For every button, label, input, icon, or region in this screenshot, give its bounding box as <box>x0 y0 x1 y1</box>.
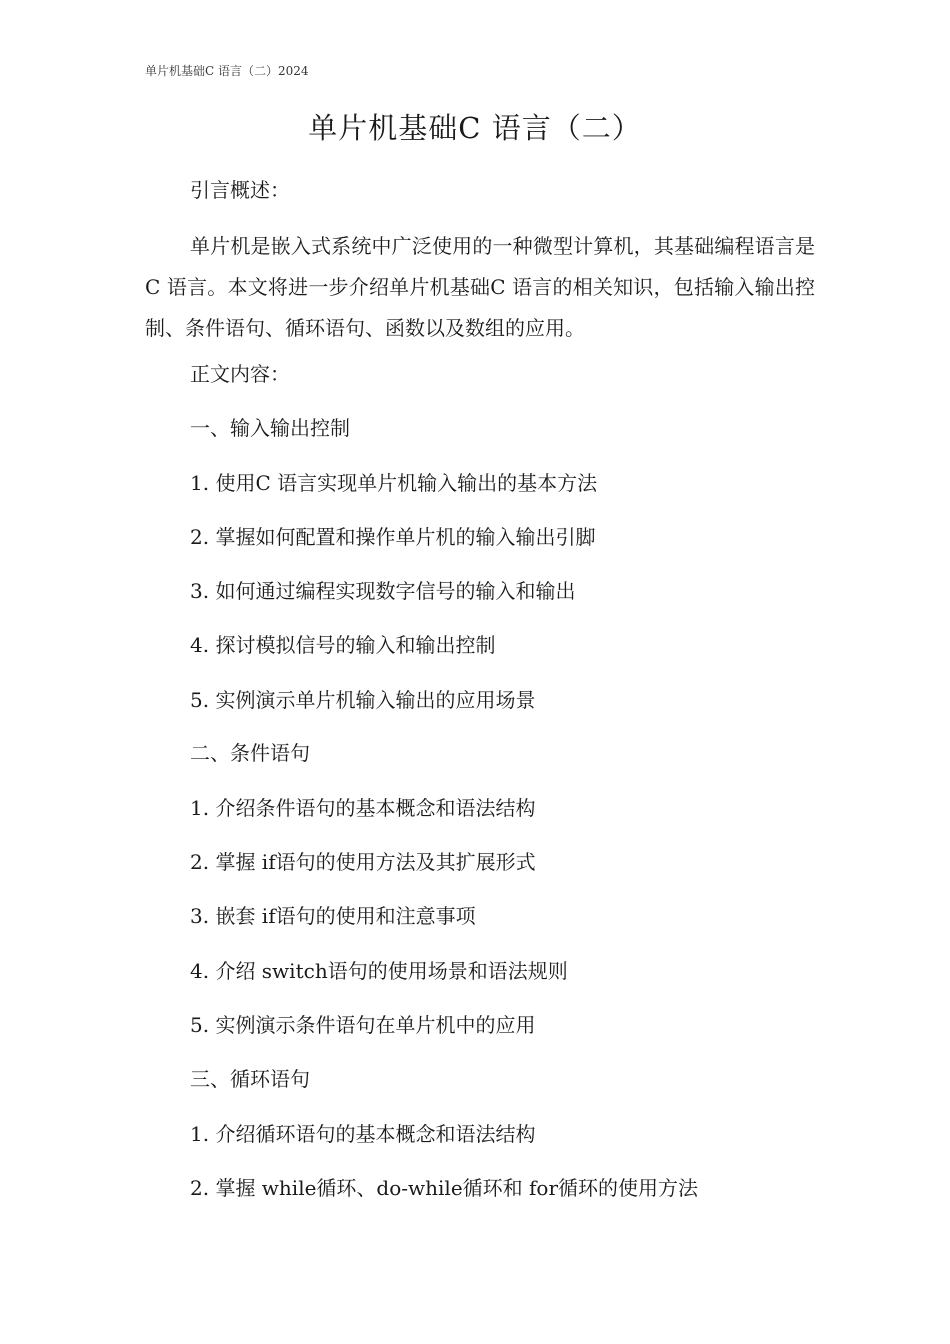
document-title: 单片机基础C 语言（二） <box>308 111 642 145</box>
list-item: 1. 使用C 语言实现单片机输入输出的基本方法 <box>190 471 598 495</box>
list-item: 2. 掌握 if语句的使用方法及其扩展形式 <box>190 850 536 874</box>
running-header: 单片机基础C 语言（二）2024 <box>145 64 309 78</box>
section-heading: 二、条件语句 <box>190 741 310 765</box>
list-item: 2. 掌握 while循环、do-while循环和 for循环的使用方法 <box>190 1176 699 1200</box>
intro-heading: 引言概述： <box>190 178 290 202</box>
list-item: 1. 介绍条件语句的基本概念和语法结构 <box>190 796 536 820</box>
list-item: 2. 掌握如何配置和操作单片机的输入输出引脚 <box>190 525 596 549</box>
list-item: 5. 实例演示条件语句在单片机中的应用 <box>190 1013 536 1037</box>
list-item: 3. 如何通过编程实现数字信号的输入和输出 <box>190 579 576 603</box>
body-heading: 正文内容： <box>190 362 290 386</box>
section-heading: 一、输入输出控制 <box>190 416 350 440</box>
list-item: 4. 探讨模拟信号的输入和输出控制 <box>190 633 496 657</box>
list-item: 3. 嵌套 if语句的使用和注意事项 <box>190 904 476 928</box>
list-item: 5. 实例演示单片机输入输出的应用场景 <box>190 688 536 712</box>
section-heading: 三、循环语句 <box>190 1067 310 1091</box>
list-item: 4. 介绍 switch语句的使用场景和语法规则 <box>190 959 568 983</box>
intro-paragraph: 单片机是嵌入式系统中广泛使用的一种微型计算机，其基础编程语言是C 语言。本文将进一步介绍单片机基础C 语言的相关知识，包括输入输出控制、条件语句、循环语句、函数以及数组的应用。 <box>145 234 815 340</box>
list-item: 1. 介绍循环语句的基本概念和语法结构 <box>190 1122 536 1146</box>
